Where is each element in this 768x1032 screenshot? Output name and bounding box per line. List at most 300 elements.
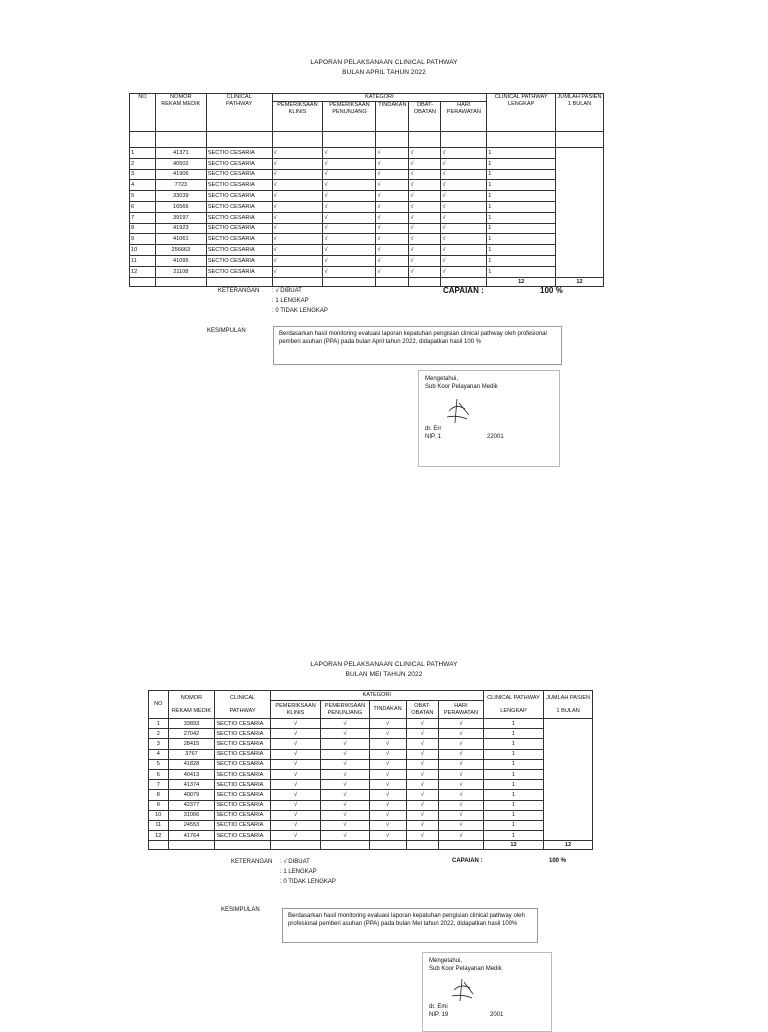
cell-c5: √ — [439, 831, 484, 841]
table-cell — [215, 841, 270, 850]
table-row — [130, 266, 604, 277]
table-cell — [155, 277, 206, 286]
cell-c1: √ — [270, 759, 321, 769]
cell-c2: √ — [323, 212, 376, 223]
cell-rm: 41828 — [168, 759, 215, 769]
cell-c4: √ — [406, 729, 439, 739]
cell-c2: √ — [321, 739, 369, 749]
signature-box — [422, 952, 552, 1032]
cell-c5: √ — [439, 769, 484, 779]
header-pemeriksaan-klinis: PEMERIKSAAN KLINIS — [270, 701, 321, 719]
cell-no: 12 — [149, 831, 169, 841]
cell-lengkap: 1 — [483, 810, 543, 820]
cell-c4: √ — [409, 212, 441, 223]
header-jumlah-pasien: JUMLAH PASIEN 1 BULAN — [556, 94, 604, 132]
table-row — [149, 739, 593, 749]
cell-c3: √ — [376, 223, 409, 234]
cell-cp: SECTIO CESARIA — [206, 234, 272, 245]
cell-c1: √ — [270, 739, 321, 749]
cell-c4: √ — [409, 245, 441, 256]
cell-no: 8 — [130, 223, 156, 234]
cell-c3: √ — [376, 245, 409, 256]
cell-rm: 256663 — [155, 245, 206, 256]
cell-c2: √ — [323, 148, 376, 159]
cell-cp: SECTIO CESARIA — [206, 223, 272, 234]
cell-c2: √ — [323, 191, 376, 202]
cell-rm: 33039 — [155, 191, 206, 202]
cell-cp: SECTIO CESARIA — [206, 158, 272, 169]
total-lengkap: 12 — [483, 841, 543, 850]
table-cell — [321, 841, 369, 850]
cell-c1: √ — [272, 234, 323, 245]
report-subtitle: BULAN APRIL TAHUN 2022 — [342, 69, 426, 76]
table-cell — [406, 841, 439, 850]
cell-no: 4 — [149, 749, 169, 759]
table-cell — [556, 132, 604, 148]
cell-c4: √ — [406, 800, 439, 810]
cell-c1: √ — [270, 780, 321, 790]
table-cell — [409, 277, 441, 286]
cell-c3: √ — [369, 800, 406, 810]
clinical-pathway-table — [148, 690, 593, 850]
cell-c2: √ — [321, 729, 369, 739]
cell-lengkap: 1 — [483, 729, 543, 739]
cell-c3: √ — [369, 831, 406, 841]
sign-nip: NIP. 19 — [429, 1012, 449, 1018]
cell-no: 10 — [130, 245, 156, 256]
cell-no: 2 — [130, 158, 156, 169]
header-kategori: KATEGORI — [272, 94, 487, 102]
table-row — [130, 169, 604, 180]
table-row — [149, 800, 593, 810]
cell-c5: √ — [439, 790, 484, 800]
cell-c2: √ — [321, 790, 369, 800]
cell-c2: √ — [323, 169, 376, 180]
cell-cp: SECTIO CESARIA — [215, 800, 270, 810]
header-clinical-pathway: CLINICAL PATHWAY — [215, 691, 270, 719]
cell-c1: √ — [270, 790, 321, 800]
cell-rm: 27042 — [168, 729, 215, 739]
cell-c2: √ — [323, 223, 376, 234]
cell-rm: 41374 — [168, 780, 215, 790]
cell-c5: √ — [439, 820, 484, 830]
table-cell — [130, 132, 156, 148]
header-obat-obatan: OBAT-OBATAN — [406, 701, 439, 719]
header-hari-perawatan: HARI PERAWATAN — [441, 102, 487, 132]
cell-no: 1 — [130, 148, 156, 159]
cell-no: 4 — [130, 180, 156, 191]
table-row — [149, 719, 593, 729]
cell-c5: √ — [441, 234, 487, 245]
cell-c4: √ — [406, 769, 439, 779]
cell-rm: 40502 — [155, 158, 206, 169]
keterangan-line: : 1 LENGKAP — [280, 869, 317, 875]
cell-rm: 7723 — [155, 180, 206, 191]
keterangan-label: KETERANGAN — [231, 859, 273, 865]
table-row — [130, 255, 604, 266]
report-subtitle: BULAN MEI TAHUN 2022 — [345, 671, 423, 678]
cell-c5: √ — [441, 266, 487, 277]
cell-rm: 41371 — [155, 148, 206, 159]
capaian-label: CAPAIAN : — [452, 858, 483, 864]
header-nomor-rekam-medik: NOMOR REKAM MEDIK — [155, 94, 206, 132]
cell-rm: 21108 — [155, 266, 206, 277]
cell-c1: √ — [272, 223, 323, 234]
table-row — [130, 148, 604, 159]
cell-lengkap: 1 — [483, 739, 543, 749]
cell-c5: √ — [439, 749, 484, 759]
cell-c4: √ — [409, 266, 441, 277]
cell-lengkap: 1 — [487, 201, 556, 212]
table-cell — [272, 277, 323, 286]
sign-line: Sub Koor Pelayanan Medik — [429, 966, 502, 972]
cell-lengkap: 1 — [483, 800, 543, 810]
table-cell — [323, 277, 376, 286]
cell-c1: √ — [272, 255, 323, 266]
cell-no: 7 — [130, 212, 156, 223]
cell-lengkap: 1 — [483, 719, 543, 729]
header-lengkap: CLINICAL PATHWAY LENGKAP — [483, 691, 543, 719]
cell-no: 6 — [130, 201, 156, 212]
cell-cp: SECTIO CESARIA — [215, 820, 270, 830]
cell-no: 5 — [149, 759, 169, 769]
cell-rm: 16566 — [155, 201, 206, 212]
table-row — [149, 749, 593, 759]
table-cell — [439, 841, 484, 850]
cell-cp: SECTIO CESARIA — [206, 266, 272, 277]
table-cell — [272, 132, 323, 148]
cell-c5: √ — [441, 201, 487, 212]
cell-c3: √ — [376, 266, 409, 277]
cell-c1: √ — [270, 769, 321, 779]
header-nomor-rekam-medik: NOMOR REKAM MEDIK — [168, 691, 215, 719]
cell-rm: 33893 — [168, 719, 215, 729]
table-cell — [206, 132, 272, 148]
cell-c2: √ — [321, 769, 369, 779]
cell-no: 9 — [130, 234, 156, 245]
sign-nip-tail: 22001 — [487, 434, 504, 440]
cell-c2: √ — [321, 810, 369, 820]
report-title: LAPORAN PELAKSANAAN CLINICAL PATHWAY — [310, 59, 458, 66]
cell-cp: SECTIO CESARIA — [206, 201, 272, 212]
cell-c2: √ — [323, 266, 376, 277]
cell-c4: √ — [406, 780, 439, 790]
cell-rm: 41095 — [155, 255, 206, 266]
header-jumlah-pasien: JUMLAH PASIEN 1 BULAN — [544, 691, 593, 719]
cell-cp: SECTIO CESARIA — [215, 719, 270, 729]
cell-cp: SECTIO CESARIA — [215, 810, 270, 820]
cell-c3: √ — [369, 820, 406, 830]
cell-c4: √ — [409, 223, 441, 234]
total-jumlah: 12 — [556, 277, 604, 286]
cell-c2: √ — [321, 759, 369, 769]
cell-rm: 28415 — [168, 739, 215, 749]
cell-c1: √ — [272, 169, 323, 180]
cell-c3: √ — [376, 191, 409, 202]
cell-lengkap: 1 — [483, 820, 543, 830]
signature-image — [443, 397, 473, 425]
table-cell — [149, 841, 169, 850]
cell-cp: SECTIO CESARIA — [206, 255, 272, 266]
cell-cp: SECTIO CESARIA — [215, 759, 270, 769]
cell-c3: √ — [376, 180, 409, 191]
cell-rm: 41061 — [155, 234, 206, 245]
cell-no: 11 — [149, 820, 169, 830]
cell-c3: √ — [369, 759, 406, 769]
table-row — [149, 729, 593, 739]
cell-no: 2 — [149, 729, 169, 739]
cell-c2: √ — [323, 201, 376, 212]
cell-c4: √ — [409, 191, 441, 202]
cell-c2: √ — [321, 719, 369, 729]
cell-c1: √ — [272, 148, 323, 159]
total-row — [130, 277, 604, 286]
keterangan-line: : 1 LENGKAP — [272, 298, 309, 304]
cell-c3: √ — [369, 790, 406, 800]
keterangan-line: : 0 TIDAK LENGKAP — [280, 879, 336, 885]
header-pemeriksaan-penunjang: PEMERIKSAAN PENUNJANG — [323, 102, 376, 132]
header-pemeriksaan-klinis: PEMERIKSAAN KLINIS — [272, 102, 323, 132]
kesimpulan-box: Berdasarkan hasil monitoring evaluasi laporan kepatuhan pengisian clinical pathway oleh profesional pemberi asuhan (PPA) pada bulan April tahun 2022, didapatkan hasil 100 % — [273, 326, 562, 365]
table-row — [149, 780, 593, 790]
cell-c4: √ — [409, 158, 441, 169]
report-title: LAPORAN PELAKSANAAN CLINICAL PATHWAY — [310, 661, 458, 668]
cell-c3: √ — [369, 719, 406, 729]
header-lengkap: CLINICAL PATHWAY LENGKAP — [487, 94, 556, 132]
cell-no: 9 — [149, 800, 169, 810]
cell-c1: √ — [272, 245, 323, 256]
cell-c4: √ — [406, 820, 439, 830]
cell-c5: √ — [439, 729, 484, 739]
table-row — [149, 759, 593, 769]
cell-rm: 41764 — [168, 831, 215, 841]
kesimpulan-label: KESIMPULAN — [207, 328, 246, 334]
keterangan-line: : √ DIBUAT — [272, 288, 302, 294]
cell-c1: √ — [270, 831, 321, 841]
cell-rm: 41923 — [155, 223, 206, 234]
cell-no: 7 — [149, 780, 169, 790]
cell-c2: √ — [321, 800, 369, 810]
cell-c4: √ — [406, 759, 439, 769]
sign-line: Mengetahui, — [425, 376, 459, 382]
cell-lengkap: 1 — [483, 759, 543, 769]
cell-lengkap: 1 — [483, 831, 543, 841]
cell-c3: √ — [369, 780, 406, 790]
cell-c3: √ — [376, 169, 409, 180]
cell-c2: √ — [321, 780, 369, 790]
signature-image — [449, 977, 477, 1003]
cell-rm: 42377 — [168, 800, 215, 810]
sign-line: Sub Koor Pelayanan Medik — [425, 384, 498, 390]
cell-no: 11 — [130, 255, 156, 266]
header-pemeriksaan-penunjang: PEMERIKSAAN PENUNJANG — [321, 701, 369, 719]
header-tindakan: TINDAKAN — [376, 102, 409, 132]
keterangan-line: : √ DIBUAT — [280, 859, 310, 865]
report-mei — [0, 660, 768, 1018]
cell-c4: √ — [409, 234, 441, 245]
cell-c5: √ — [441, 180, 487, 191]
cell-c4: √ — [409, 169, 441, 180]
cell-cp: SECTIO CESARIA — [215, 790, 270, 800]
cell-lengkap: 1 — [487, 234, 556, 245]
table-cell — [487, 132, 556, 148]
cell-c1: √ — [272, 158, 323, 169]
report-april — [0, 58, 768, 440]
kesimpulan-label: KESIMPULAN — [221, 907, 260, 913]
table-cell — [441, 277, 487, 286]
table-row — [149, 769, 593, 779]
cell-c5: √ — [441, 223, 487, 234]
table-row — [149, 820, 593, 830]
cell-c5: √ — [439, 739, 484, 749]
table-row — [130, 245, 604, 256]
cell-c4: √ — [406, 810, 439, 820]
cell-lengkap: 1 — [483, 780, 543, 790]
cell-c4: √ — [409, 180, 441, 191]
sign-name: dr. Emi — [429, 1004, 448, 1010]
header-tindakan: TINDAKAN — [369, 701, 406, 719]
cell-no: 5 — [130, 191, 156, 202]
table-row — [149, 790, 593, 800]
cell-c1: √ — [270, 810, 321, 820]
cell-c3: √ — [376, 201, 409, 212]
cell-lengkap: 1 — [487, 148, 556, 159]
capaian-value: 100 % — [549, 858, 567, 864]
sign-line: Mengetahui, — [429, 958, 463, 964]
cell-cp: SECTIO CESARIA — [206, 191, 272, 202]
table-cell — [441, 132, 487, 148]
cell-c3: √ — [376, 255, 409, 266]
table-row — [130, 180, 604, 191]
cell-cp: SECTIO CESARIA — [206, 212, 272, 223]
cell-lengkap: 1 — [483, 749, 543, 759]
cell-rm: 40079 — [168, 790, 215, 800]
table-row — [130, 212, 604, 223]
cell-jumlah-empty — [556, 148, 604, 278]
table-cell — [323, 132, 376, 148]
cell-cp: SECTIO CESARIA — [215, 739, 270, 749]
cell-c1: √ — [272, 266, 323, 277]
cell-c4: √ — [406, 749, 439, 759]
cell-no: 12 — [130, 266, 156, 277]
cell-c5: √ — [441, 245, 487, 256]
cell-lengkap: 1 — [483, 769, 543, 779]
cell-c5: √ — [439, 780, 484, 790]
cell-c2: √ — [321, 749, 369, 759]
cell-c3: √ — [376, 158, 409, 169]
cell-c4: √ — [409, 255, 441, 266]
cell-rm: 3767 — [168, 749, 215, 759]
cell-cp: SECTIO CESARIA — [206, 245, 272, 256]
table-cell — [270, 841, 321, 850]
cell-cp: SECTIO CESARIA — [215, 831, 270, 841]
cell-lengkap: 1 — [487, 212, 556, 223]
sign-name: dr. Err — [425, 426, 442, 432]
table-cell — [130, 277, 156, 286]
header-no: NO — [149, 691, 169, 719]
cell-no: 3 — [130, 169, 156, 180]
cell-c4: √ — [406, 739, 439, 749]
cell-cp: SECTIO CESARIA — [206, 180, 272, 191]
cell-c2: √ — [323, 180, 376, 191]
cell-c1: √ — [270, 800, 321, 810]
cell-c4: √ — [406, 790, 439, 800]
keterangan-label: KETERANGAN — [218, 288, 260, 294]
cell-lengkap: 1 — [487, 255, 556, 266]
cell-c5: √ — [441, 169, 487, 180]
cell-rm: 31066 — [168, 810, 215, 820]
cell-lengkap: 1 — [487, 191, 556, 202]
table-cell — [376, 132, 409, 148]
table-row — [130, 158, 604, 169]
cell-c2: √ — [323, 245, 376, 256]
cell-cp: SECTIO CESARIA — [206, 169, 272, 180]
cell-c1: √ — [270, 820, 321, 830]
cell-c4: √ — [409, 148, 441, 159]
cell-jumlah-empty — [544, 719, 593, 841]
cell-rm: 24553 — [168, 820, 215, 830]
cell-c3: √ — [369, 739, 406, 749]
capaian-label: CAPAIAN : — [443, 286, 484, 295]
cell-c5: √ — [441, 212, 487, 223]
total-row — [149, 841, 593, 850]
cell-no: 8 — [149, 790, 169, 800]
cell-cp: SECTIO CESARIA — [215, 729, 270, 739]
cell-c5: √ — [441, 148, 487, 159]
cell-c1: √ — [272, 201, 323, 212]
cell-c4: √ — [406, 831, 439, 841]
table-row — [130, 191, 604, 202]
kesimpulan-box: Berdasarkan hasil monitoring evaluasi laporan kepatuhan pengisian clinical pathway oleh profesional pemberi asuhan (PPA) pada bulan Mei tahun 2022, didapatkan hasil 100% — [282, 908, 538, 943]
cell-c2: √ — [321, 820, 369, 830]
cell-c3: √ — [376, 234, 409, 245]
cell-lengkap: 1 — [487, 223, 556, 234]
cell-c5: √ — [441, 158, 487, 169]
table-cell — [206, 277, 272, 286]
cell-lengkap: 1 — [487, 158, 556, 169]
clinical-pathway-table — [129, 93, 604, 287]
cell-rm: 39197 — [155, 212, 206, 223]
cell-lengkap: 1 — [487, 180, 556, 191]
cell-c2: √ — [321, 831, 369, 841]
cell-c1: √ — [270, 749, 321, 759]
table-cell — [369, 841, 406, 850]
cell-c2: √ — [323, 255, 376, 266]
table-cell — [155, 132, 206, 148]
cell-c1: √ — [272, 180, 323, 191]
total-jumlah: 12 — [544, 841, 593, 850]
cell-cp: SECTIO CESARIA — [215, 780, 270, 790]
total-lengkap: 12 — [487, 277, 556, 286]
cell-lengkap: 1 — [487, 169, 556, 180]
cell-c1: √ — [272, 212, 323, 223]
capaian-value: 100 % — [540, 286, 563, 295]
sign-nip: NIP. 1 — [425, 434, 441, 440]
cell-c2: √ — [323, 158, 376, 169]
cell-c3: √ — [369, 810, 406, 820]
cell-rm: 40413 — [168, 769, 215, 779]
table-cell — [376, 277, 409, 286]
cell-c5: √ — [439, 719, 484, 729]
table-row — [149, 810, 593, 820]
cell-cp: SECTIO CESARIA — [215, 749, 270, 759]
cell-c3: √ — [369, 769, 406, 779]
cell-c1: √ — [270, 719, 321, 729]
table-row — [149, 831, 593, 841]
cell-c5: √ — [441, 191, 487, 202]
cell-c5: √ — [439, 759, 484, 769]
cell-cp: SECTIO CESARIA — [215, 769, 270, 779]
